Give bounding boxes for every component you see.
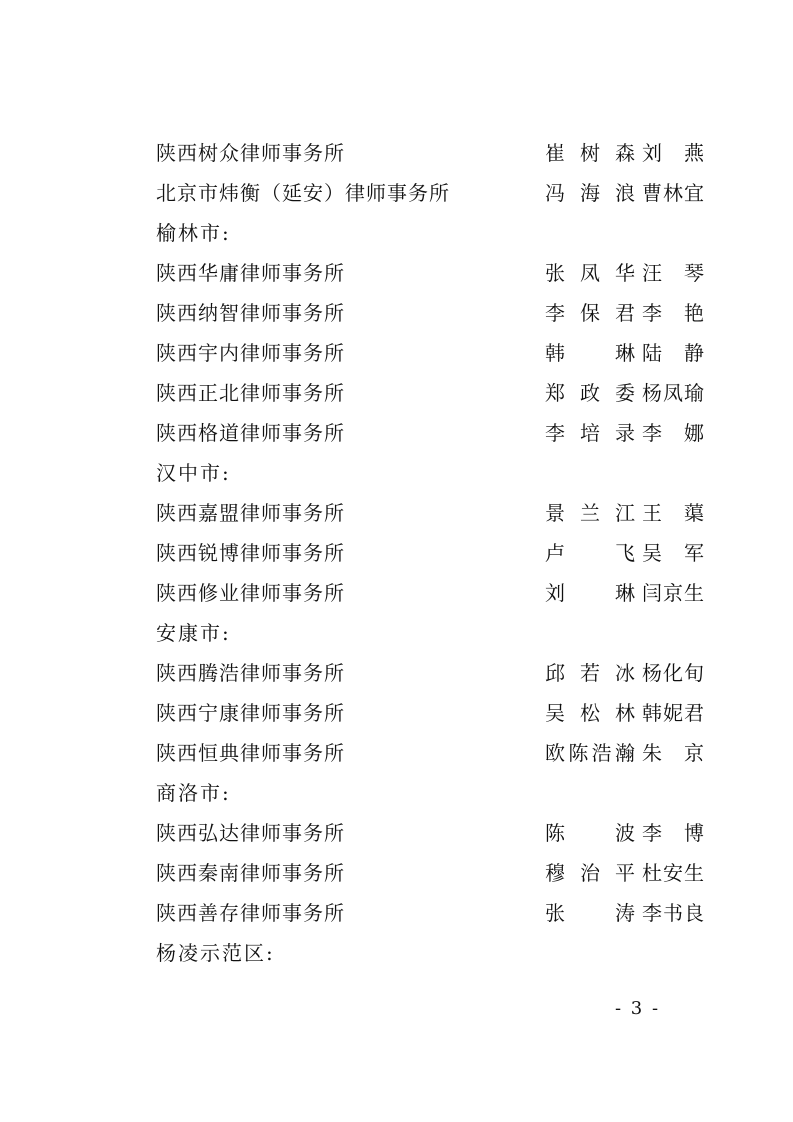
firm-row (156, 733, 716, 773)
lawyer-name-2: 曹林宜 (642, 181, 704, 205)
region-heading-row (156, 453, 716, 493)
firm-name: 陕西正北律师事务所 (156, 381, 345, 405)
lawyer-name-1: 张凤华 (545, 261, 635, 285)
lawyer-name-1: 欧陈浩瀚 (545, 741, 635, 765)
lawyer-name-2: 陆 静 (642, 341, 704, 365)
lawyer-name-2: 王 蕖 (642, 501, 704, 525)
firm-row (156, 253, 716, 293)
firm-row (156, 893, 716, 933)
firm-name: 陕西腾浩律师事务所 (156, 661, 345, 685)
lawyer-name-2: 朱 京 (642, 741, 704, 765)
firm-name: 陕西锐博律师事务所 (156, 541, 345, 565)
lawyer-name-2: 李 博 (642, 821, 704, 845)
firm-name: 陕西华庸律师事务所 (156, 261, 345, 285)
firm-name: 陕西格道律师事务所 (156, 421, 345, 445)
lawyer-name-1: 崔树森 (545, 141, 635, 165)
region-heading: 汉中市: (156, 461, 231, 485)
lawyer-name-1: 郑政委 (545, 381, 635, 405)
lawyer-name-2: 杜安生 (642, 861, 704, 885)
lawyer-name-1: 吴松林 (545, 701, 635, 725)
lawyer-name-1: 张 涛 (545, 901, 635, 925)
firm-name: 陕西宁康律师事务所 (156, 701, 345, 725)
region-heading: 商洛市: (156, 781, 231, 805)
firm-row (156, 693, 716, 733)
page-number: - 3 - (615, 998, 661, 1019)
firm-name: 陕西弘达律师事务所 (156, 821, 345, 845)
lawyer-name-2: 汪 琴 (642, 261, 704, 285)
firm-row (156, 333, 716, 373)
firm-name: 陕西嘉盟律师事务所 (156, 501, 345, 525)
firm-name: 陕西宇内律师事务所 (156, 341, 345, 365)
lawyer-name-1: 李保君 (545, 301, 635, 325)
firm-row (156, 373, 716, 413)
lawyer-name-1: 刘 琳 (545, 581, 635, 605)
firm-row (156, 813, 716, 853)
firm-name: 陕西纳智律师事务所 (156, 301, 345, 325)
region-heading: 杨凌示范区: (156, 941, 275, 965)
firm-row (156, 173, 716, 213)
firm-row (156, 293, 716, 333)
firm-name: 陕西善存律师事务所 (156, 901, 345, 925)
firm-name: 陕西秦南律师事务所 (156, 861, 345, 885)
firm-row (156, 133, 716, 173)
lawyer-name-2: 李 娜 (642, 421, 704, 445)
lawyer-name-1: 李培录 (545, 421, 635, 445)
lawyer-name-1: 景兰江 (545, 501, 635, 525)
lawyer-name-1: 韩 琳 (545, 341, 635, 365)
lawyer-name-1: 穆治平 (545, 861, 635, 885)
firm-row (156, 653, 716, 693)
lawyer-name-2: 杨化旬 (642, 661, 704, 685)
firm-name: 北京市炜衡（延安）律师事务所 (156, 181, 450, 205)
firm-row (156, 533, 716, 573)
firm-row (156, 413, 716, 453)
lawyer-name-2: 吴 军 (642, 541, 704, 565)
lawyer-name-2: 李 艳 (642, 301, 704, 325)
lawyer-name-1: 冯海浪 (545, 181, 635, 205)
firm-row (156, 573, 716, 613)
region-heading-row (156, 773, 716, 813)
lawyer-name-2: 闫京生 (642, 581, 704, 605)
firm-row (156, 493, 716, 533)
lawyer-name-1: 邱若冰 (545, 661, 635, 685)
region-heading-row (156, 613, 716, 653)
lawyer-name-1: 陈 波 (545, 821, 635, 845)
firm-name: 陕西树众律师事务所 (156, 141, 345, 165)
region-heading-row (156, 933, 716, 973)
region-heading-row (156, 213, 716, 253)
law-firm-list (156, 133, 716, 973)
firm-name: 陕西恒典律师事务所 (156, 741, 345, 765)
region-heading: 榆林市: (156, 221, 231, 245)
region-heading: 安康市: (156, 621, 231, 645)
lawyer-name-2: 李书良 (642, 901, 704, 925)
lawyer-name-2: 刘 燕 (642, 141, 704, 165)
firm-row (156, 853, 716, 893)
lawyer-name-2: 韩妮君 (642, 701, 704, 725)
lawyer-name-1: 卢 飞 (545, 541, 635, 565)
lawyer-name-2: 杨凤瑜 (642, 381, 704, 405)
firm-name: 陕西修业律师事务所 (156, 581, 345, 605)
